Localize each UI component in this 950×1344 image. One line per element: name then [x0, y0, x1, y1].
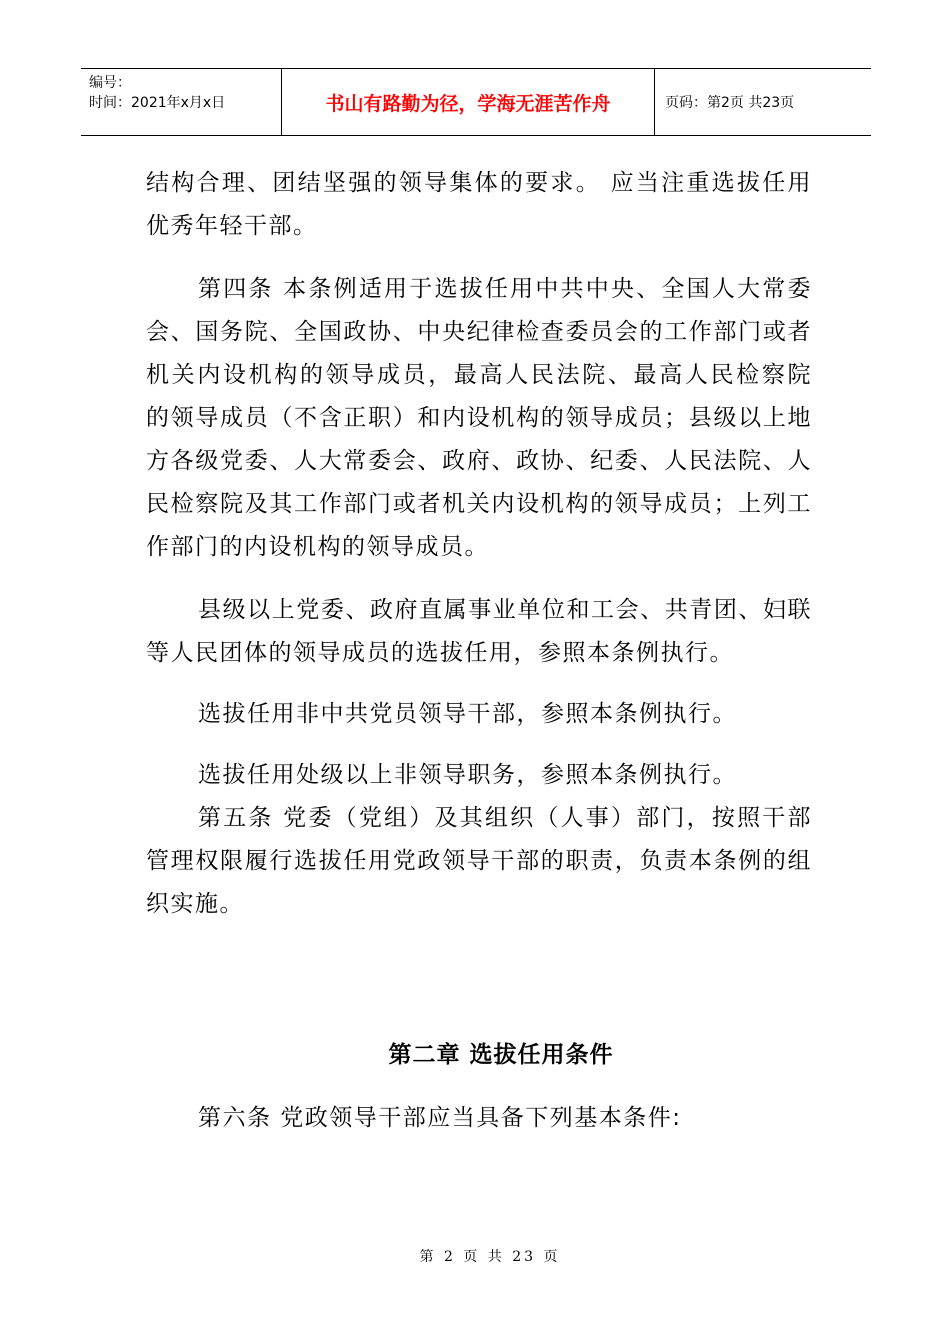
paragraph-non-party: 选拔任用非中共党员领导干部，参照本条例执行。: [198, 701, 737, 727]
header-meta-cell: [81, 69, 282, 135]
paragraph-article-4: 第四条 本条例适用于选拔任用中共中央、全国人大常委会、国务院、全国政协、中央纪律检查委员会的工作部门或者机关内设机构的领导成员，最高人民法院、最高人民检察院 的领导成员（不含正职）和内设机构的领导成员；县级以上地方各级党委、人大常委会、政府、政协、纪委、人民法院、人民检察院及其工作部门或者机关内设机构的领导成员；上列工作部门的内设机构的领导成员。: [146, 276, 812, 560]
page-header: [81, 68, 871, 136]
paragraph-article-5: 第五条 党委（党组）及其组织（人事）部门，按照干部管理权限履行选拔任用党政领导干部的职责，负责本条例的组织实施。: [146, 805, 812, 917]
paragraph-continuation: 结构合理、团结坚强的领导集体的要求。 应当注重选拔任用优秀年轻干部。: [146, 170, 812, 239]
header-page-cell: [655, 69, 871, 135]
number-label: 编号：: [89, 75, 131, 91]
date-label: 时间：2021年x月x日: [89, 95, 226, 111]
chapter-title: 第二章 选拔任用条件: [388, 1042, 614, 1068]
document-body: [146, 162, 812, 1140]
motto-text: 书山有路勤为径，学海无涯苦作舟: [325, 92, 611, 115]
paragraph-non-leading: 选拔任用处级以上非领导职务，参照本条例执行。: [198, 762, 737, 788]
page-footer: 第 2 页 共 23 页: [419, 1249, 561, 1265]
header-motto-cell: [282, 69, 655, 135]
paragraph-article-6: 第六条 党政领导干部应当具备下列基本条件:: [198, 1105, 682, 1131]
page-info: 页码：第2页 共23页: [665, 95, 795, 111]
paragraph-county-units: 县级以上党委、政府直属事业单位和工会、共青团、妇联等人民团体的领导成员的选拔任用，参照本条例执行。: [146, 597, 812, 666]
